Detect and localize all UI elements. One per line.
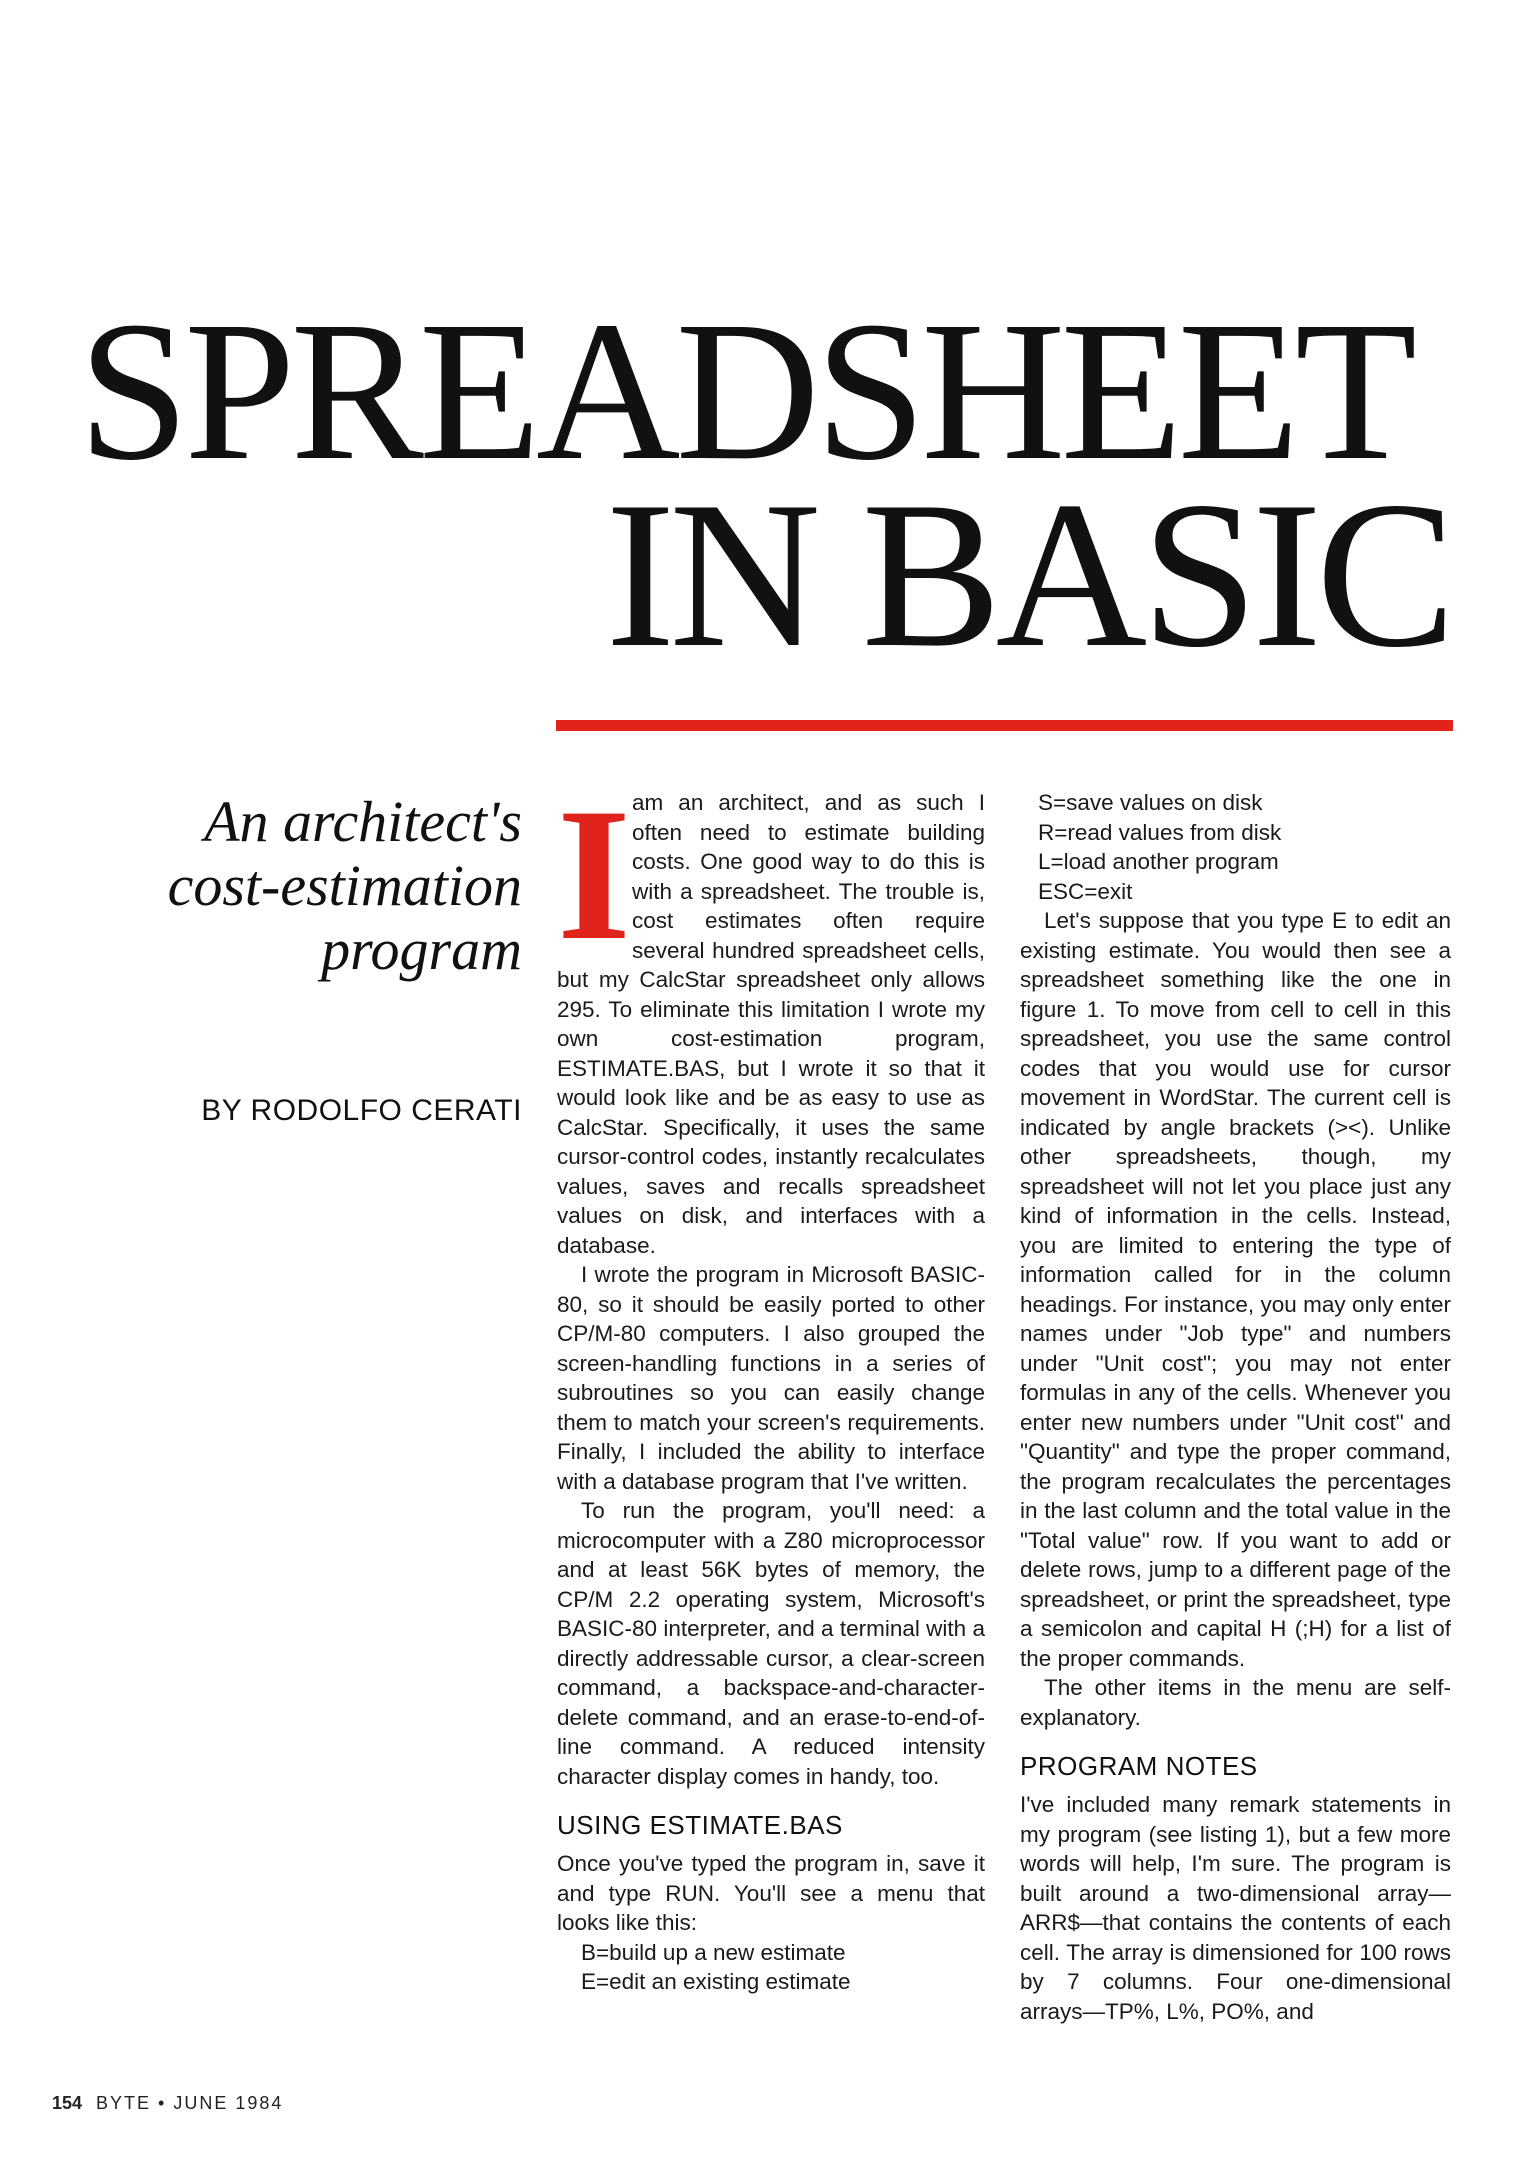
section-heading-program-notes: PROGRAM NOTES (1020, 1751, 1258, 1781)
subtitle-line-3: program (321, 917, 522, 982)
menu-option: ESC=exit (1038, 878, 1133, 904)
menu-option: R=read values from disk (1038, 819, 1282, 845)
body-paragraph: am an architect, and as such I often need to estimate building costs. One good way to do this is with a spreadsheet. The trouble is, cost estimates often require several hundred spreadsheet cells, but my CalcStar spreadsheet only allows 295. To eliminate this limitation I wrote my own cost-estimation program, ESTIMATE.BAS, but I wrote it so that it would look like and be as easy to use as CalcStar. Specifically, it uses the same cursor-control codes, instantly recalculates values, saves and recalls spreadsheet values on disk, and interfaces with a database. (557, 790, 985, 1258)
menu-listing (557, 1938, 985, 1997)
body-paragraph: I wrote the program in Microsoft BASIC-80, so it should be easily ported to other CP/M-80 computers. I also grouped the screen-handling functions in a series of subroutines so you can easily change them to match your screen's requirements. Finally, I included the ability to interface with a database program that I've written. (557, 1262, 985, 1494)
deck-subtitle (102, 790, 522, 982)
body-column-2 (1020, 788, 1451, 2058)
page-number: 154 (52, 2093, 83, 2113)
menu-option: E=edit an existing estimate (581, 1969, 851, 1994)
body-paragraph: I've included many remark statements in my program (see listing 1), but a few more words will help, I'm sure. The program is built around a two-dimensional array—ARR$—that contains the contents of each cell. The array is dimensioned for 100 rows by 7 columns. Four one-dimensional arrays—TP%, L%, PO%, and (1020, 1792, 1451, 2024)
menu-option: S=save values on disk (1038, 790, 1263, 815)
body-column-1 (557, 788, 985, 2058)
body-paragraph: Once you've typed the program in, save it and type RUN. You'll see a menu that looks like this: (557, 1851, 985, 1935)
headline-line-1: SPREADSHEET (78, 281, 1413, 502)
subtitle-line-2: cost-estimation (167, 853, 522, 918)
author-byline: BY RODOLFO CERATI (201, 1094, 522, 1127)
headline-line-2: IN BASIC (605, 459, 1450, 691)
body-paragraph: To run the program, you'll need: a microcomputer with a Z80 microprocessor and at least 56K bytes of memory, the CP/M 2.2 operating system, Microsoft's BASIC-80 interpreter, and a terminal with a directly addressable cursor, a clear-screen command, a backspace-and-character-delete command, and an erase-to-end-of-line command. A reduced intensity character display comes in handy, too. (557, 1498, 985, 1789)
publication-line: BYTE • JUNE 1984 (96, 2093, 284, 2113)
drop-cap: I (557, 788, 631, 980)
menu-option: L=load another program (1038, 849, 1279, 874)
body-paragraph: The other items in the menu are self-explanatory. (1020, 1675, 1451, 1730)
body-paragraph: Let's suppose that you type E to edit an existing estimate. You would then see a spreadsheet something like the one in figure 1. To move from cell to cell in this spreadsheet, you use the same control codes that you would use for cursor movement in WordStar. The current cell is indicated by angle brackets (><). Unlike other spreadsheets, though, my spreadsheet will not let you place just any kind of information in the cells. Instead, you are limited to entering the type of information called for in the column headings. For instance, you may only enter names under "Job type" and numbers under "Unit cost"; you may not enter formulas in any of the cells. Whenever you enter new numbers under "Unit cost" and "Quantity" and type the proper command, the program recalculates the percentages in the last column and the total value in the "Total value" row. If you want to add or delete rows, jump to a different page of the spreadsheet, or print the spreadsheet, type a semicolon and capital H (;H) for a list of the proper commands. (1020, 908, 1451, 1671)
menu-option: B=build up a new estimate (581, 1939, 846, 1965)
menu-listing-continued (1020, 788, 1451, 906)
section-heading-using: USING ESTIMATE.BAS (557, 1810, 843, 1840)
red-divider-rule (556, 720, 1453, 731)
subtitle-line-1: An architect's (204, 789, 522, 854)
page-footer (52, 2093, 283, 2114)
